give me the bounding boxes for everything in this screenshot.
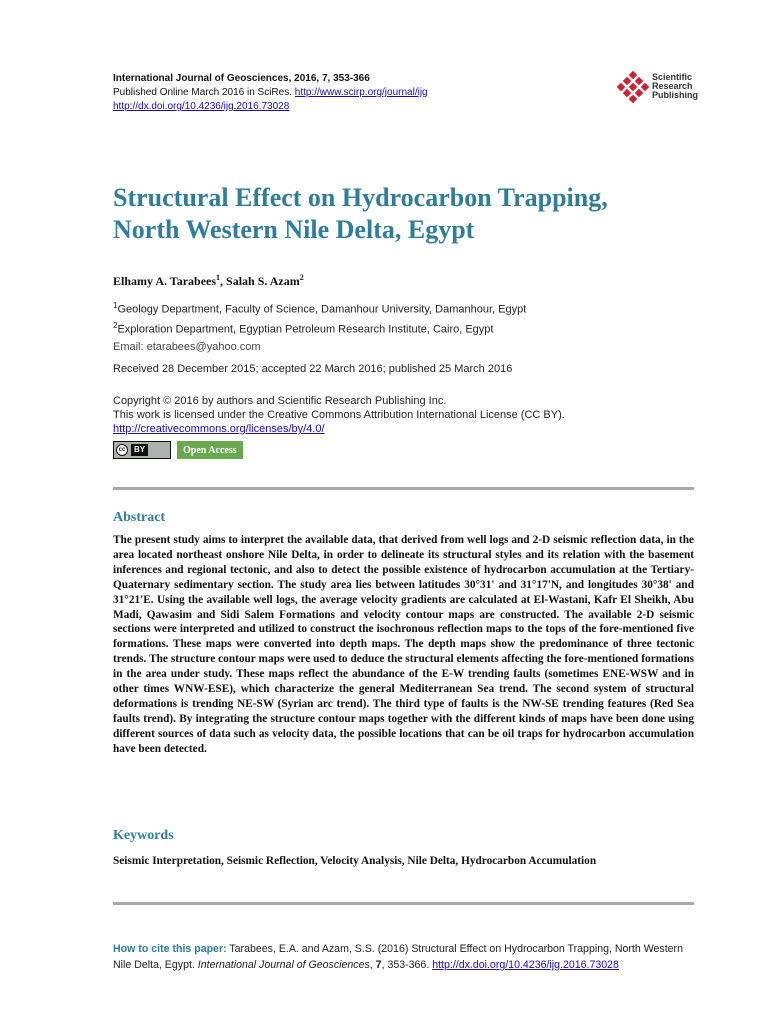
author-separator: , bbox=[220, 274, 227, 288]
cc-by-badge[interactable] bbox=[113, 441, 171, 459]
license-url-link[interactable]: http://creativecommons.org/licenses/by/4.0/ bbox=[113, 423, 325, 435]
open-access-badge: Open Access bbox=[177, 441, 243, 459]
section-divider-top bbox=[113, 487, 694, 490]
publication-dates: Received 28 December 2015; accepted 22 March 2016; published 25 March 2016 bbox=[113, 363, 513, 375]
license-statement: This work is licensed under the Creative Commons Attribution International License (CC BY). bbox=[113, 409, 565, 421]
author-affil-sup-1: 1 bbox=[216, 273, 221, 282]
license-badges bbox=[113, 441, 243, 459]
journal-header bbox=[113, 72, 428, 114]
author-name-2: Salah S. Azam bbox=[226, 274, 300, 288]
author-affil-sup-2: 2 bbox=[299, 273, 304, 282]
paper-title bbox=[113, 182, 713, 246]
journal-url-link[interactable]: http://www.scirp.org/journal/ijg bbox=[294, 87, 428, 98]
affiliation-text: Exploration Department, Egyptian Petroleum Research Institute, Cairo, Egypt bbox=[117, 323, 494, 336]
corresponding-email: Email: etarabees@yahoo.com bbox=[113, 341, 261, 354]
authors-line bbox=[113, 273, 304, 289]
logo-line-1: Scientific bbox=[652, 72, 693, 82]
logo-wordmark bbox=[652, 73, 698, 100]
cc-icon: cc bbox=[116, 444, 128, 456]
affiliation-sup: 2 bbox=[113, 320, 118, 330]
doi-link[interactable]: http://dx.doi.org/10.4236/ijg.2016.73028 bbox=[113, 101, 290, 112]
logo-line-3: Publishing bbox=[652, 90, 698, 100]
affiliation-2 bbox=[113, 318, 526, 338]
keywords-heading: Keywords bbox=[113, 828, 174, 843]
keywords-text: Seismic Interpretation, Seismic Reflection, Velocity Analysis, Nile Delta, Hydrocarbon Accumulation bbox=[113, 855, 597, 867]
cite-doi-link[interactable]: http://dx.doi.org/10.4236/ijg.2016.73028 bbox=[432, 959, 619, 971]
by-label: BY bbox=[131, 444, 148, 456]
affiliation-1 bbox=[113, 298, 526, 318]
cite-text: Tarabees, E.A. and Azam, S.S. (2016) Structural Effect on Hydrocarbon Trapping, North Western Nile Delta, Egypt. bbox=[113, 943, 683, 971]
affiliation-text: Geology Department, Faculty of Science, Damanhour University, Damanhour, Egypt bbox=[117, 303, 527, 316]
journal-citation-line: International Journal of Geosciences, 2016, 7, 353-366 bbox=[113, 73, 370, 84]
logo-line-2: Research bbox=[652, 81, 693, 91]
cite-journal: International Journal of Geosciences bbox=[197, 959, 370, 971]
cite-volume: 7 bbox=[375, 959, 382, 971]
title-line-1: Structural Effect on Hydrocarbon Trapping, bbox=[113, 183, 608, 212]
publisher-logo bbox=[616, 70, 716, 110]
scirp-diamond-icon bbox=[616, 70, 650, 108]
abstract-text: The present study aims to interpret the available data, that derived from well logs and 2-D seismic reflection data, in the area located northeast onshore Nile Delta, in order to delineate its structural styles and its relation with the basement inferences and regional tectonic, and also to detect the possible existence of hydrocarbon accumulation at the Tertiary-Quaternary sedimentary section. The study area lies between latitudes 30°31' and 31°17'N, and longitudes 30°38' and 31°21'E. Using the available well logs, the average velocity gradients are calculated at El-Wastani, Kafr El Sheikh, Abu Madi, Qawasim and Sidi Salem Formations and velocity contour maps are constructed. The available 2-D seismic sections were interpreted and utilized to construct the isochronous reflection maps to the tops of the fore-mentioned five formations. These maps were converted into depth maps. The depth maps show the predominance of three tectonic trends. The structure contour maps were used to deduce the structural elements affecting the fore-mentioned formations in the area under study. These maps reflect the abundance of the E-W trending faults (sometimes ENE-WSW and in other times WNW-ESE), which characterize the general Mediterranean Sea trend. The second system of structural deformations is trending NE-SW (Syrian arc trend). The third type of faults is the NW-SE trending features (Red Sea faults trend). By integrating the structure contour maps together with the different kinds of maps have been done using different sources of data such as velocity data, the possible locations that can be oil traps for hydrocarbon accumulation have been detected. bbox=[113, 534, 694, 755]
license-block bbox=[113, 394, 565, 436]
how-to-cite bbox=[113, 941, 696, 973]
publication-line bbox=[113, 86, 428, 100]
title-line-2: North Western Nile Delta, Egypt bbox=[113, 215, 475, 244]
published-online-text: Published Online March 2016 in SciRes. bbox=[113, 87, 295, 98]
copyright-line: Copyright © 2016 by authors and Scientific Research Publishing Inc. bbox=[113, 395, 447, 407]
author-name-1: Elhamy A. Tarabees bbox=[113, 274, 217, 288]
cite-pages: , 353-366. bbox=[381, 959, 433, 971]
affiliation-sup: 1 bbox=[113, 301, 118, 310]
affiliations bbox=[113, 298, 526, 355]
cite-label: How to cite this paper: bbox=[113, 943, 227, 955]
section-divider-bottom bbox=[113, 902, 694, 905]
abstract-heading: Abstract bbox=[113, 510, 166, 525]
cite-comma: , bbox=[369, 959, 376, 971]
